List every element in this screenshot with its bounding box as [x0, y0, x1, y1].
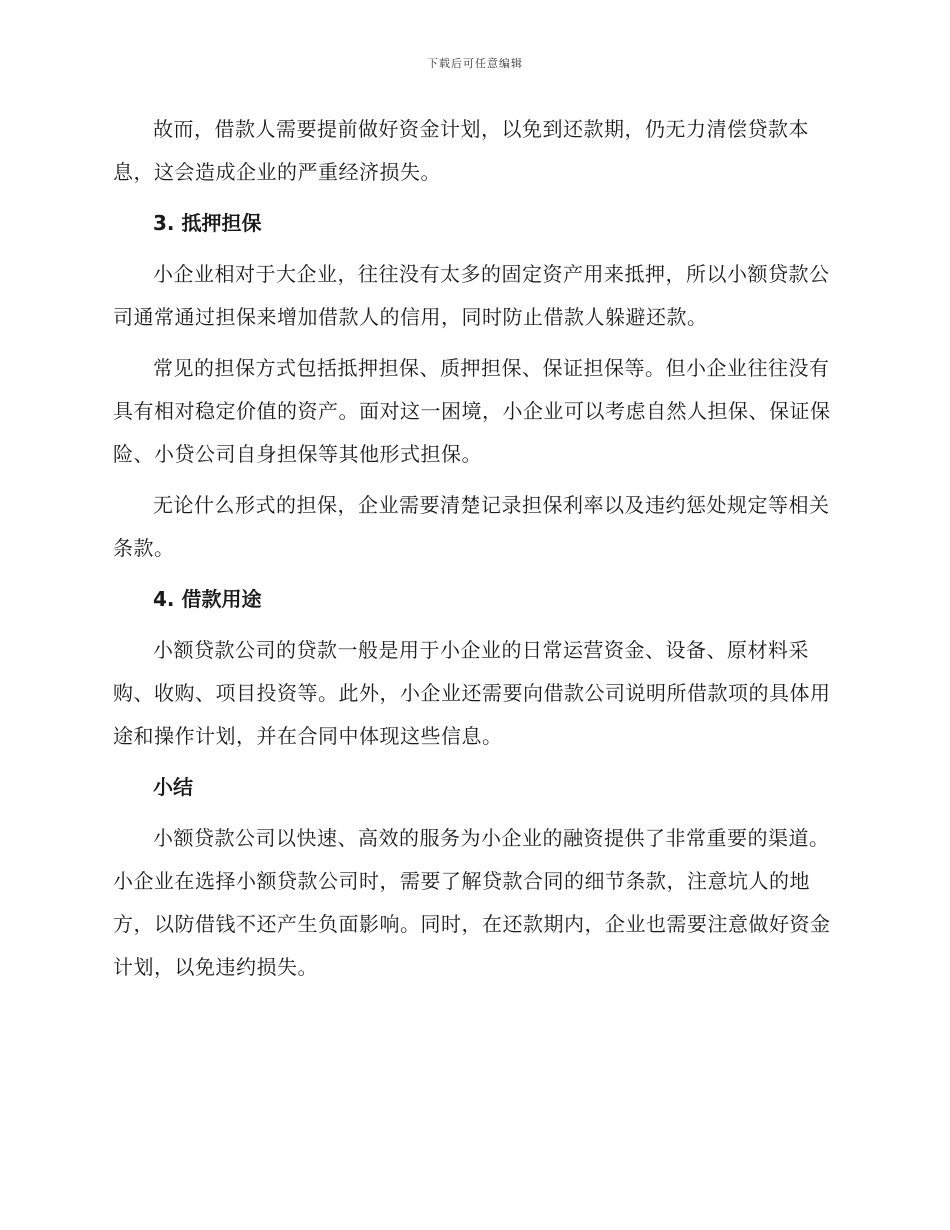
paragraph-loan-purpose: 小额贷款公司的贷款一般是用于小企业的日常运营资金、设备、原材料采购、收购、项目投资等。此外，小企业还需要向借款公司说明所借款项的具体用途和操作计划，并在合同中体现这些信息。: [113, 638, 831, 748]
paragraph-repayment-plan: 故而，借款人需要提前做好资金计划，以免到还款期，仍无力清偿贷款本息，这会造成企业的严重经济损失。: [113, 117, 809, 184]
section-heading-loan-purpose: 4. 借款用途: [153, 587, 262, 611]
document-body: [113, 108, 833, 997]
paragraph-guarantee-types: 常见的担保方式包括抵押担保、质押担保、保证担保等。但小企业往往没有具有相对稳定价值的资产。面对这一困境，小企业可以考虑自然人担保、保证保险、小贷公司自身担保等其他形式担保。: [113, 356, 831, 466]
page-header: 下载后可任意编辑: [427, 57, 523, 70]
paragraph-guarantee-terms: 无论什么形式的担保，企业需要清楚记录担保利率以及违约惩处规定等相关条款。: [113, 493, 830, 560]
paragraph-collateral-intro: 小企业相对于大企业，往往没有太多的固定资产用来抵押，所以小额贷款公司通常通过担保来增加借款人的信用，同时防止借款人躲避还款。: [113, 262, 830, 329]
paragraph-summary: 小额贷款公司以快速、高效的服务为小企业的融资提供了非常重要的渠道。小企业在选择小额贷款公司时，需要了解贷款合同的细节条款，注意坑人的地方，以防借钱不还产生负面影响。同时，在还款期内，企业也需要注意做好资金计划，以免违约损失。: [113, 826, 831, 979]
section-heading-collateral: 3. 抵押担保: [153, 211, 262, 235]
section-heading-summary: 小结: [153, 775, 193, 799]
